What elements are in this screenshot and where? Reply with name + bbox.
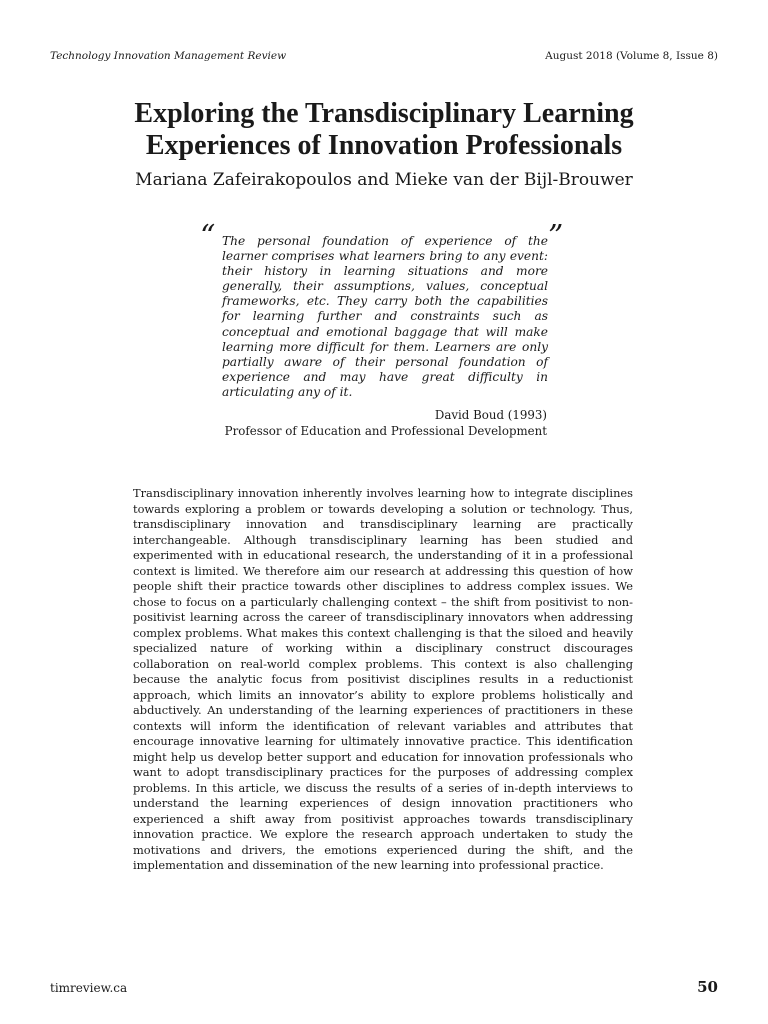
article-title-line-1: Exploring the Transdisciplinary Learning xyxy=(134,98,634,129)
page-number: 50 xyxy=(697,978,718,996)
epigraph-author-role: Professor of Education and Professional Development xyxy=(224,424,547,438)
epigraph-quote: The personal foundation of experience of the learner comprises what learners bring to any event: their history in learning situations and more generally, their assumptions, values, conceptual frameworks, etc. They carry both the capabilities for learning further and constraints such as conceptual and emotional baggage that will make learning more difficult for them. Learners are only partially aware of their personal foundation of experience and may have great difficulty in articulating any of it. xyxy=(222,234,548,399)
article-title xyxy=(40,98,728,162)
abstract-paragraph: Transdisciplinary innovation inherently involves learning how to integrate disciplines towards exploring a problem or towards developing a solution or technology. Thus, transdisciplinary innovation and transdisciplinary learning are practically interchangeable. Although transdisciplinary learning has been studied and experimented with in educational research, the understanding of it in a professional context is limited. We therefore aim our research at addressing this question of how people shift their practice towards other disciplines to address complex issues. We chose to focus on a particularly challenging context – the shift from positivist to non-positivist learning across the career of transdisciplinary innovators when addressing complex problems. What makes this context challenging is that the siloed and heavily specialized nature of working within a disciplinary construct discourages collaboration on real-world complex problems. This context is also challenging because the analytic focus from positivist disciplines results in a reductionist approach, which limits an innovator’s ability to explore problems holistically and abductively. An understanding of the learning experiences of practitioners in these contexts will inform the identification of relevant variables and attributes that encourage innovative learning for ultimately innovative practice. This identification might help us develop better support and education for innovation professionals who want to adopt transdisciplinary practices for the purposes of addressing complex problems. In this article, we discuss the results of a series of in-depth interviews to understand the learning experiences of design innovation practitioners who experienced a shift away from positivist approaches towards transdisciplinary innovation practice. We explore the research approach undertaken to study the motivations and drivers, the emotions experienced during the shift, and the implementation and dissemination of the new learning into professional practice. xyxy=(133,486,633,872)
epigraph-author: David Boud (1993) xyxy=(434,408,547,422)
issue-info: August 2018 (Volume 8, Issue 8) xyxy=(545,50,718,62)
footer-site: timreview.ca xyxy=(50,981,128,995)
epigraph-attribution xyxy=(200,407,547,439)
article-authors: Mariana Zafeirakopoulos and Mieke van der Bijl-Brouwer xyxy=(135,170,633,190)
open-quote-mark: “ xyxy=(200,219,216,254)
journal-name: Technology Innovation Management Review xyxy=(50,50,287,62)
article-title-line-2: Experiences of Innovation Professionals xyxy=(145,130,623,161)
close-quote-mark: ” xyxy=(548,219,564,254)
